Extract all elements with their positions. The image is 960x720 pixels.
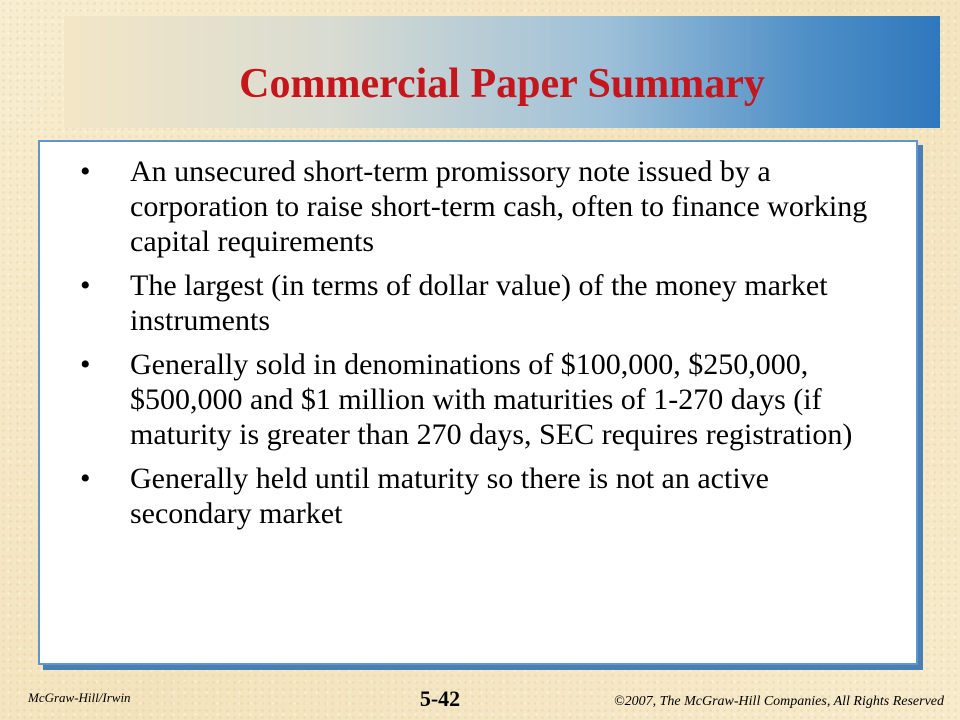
bullet-item [80,154,888,259]
bullet-icon: • [80,269,91,302]
page-number: 5-42 [419,686,461,711]
title-bar [64,16,940,128]
bullet-text: The largest (in terms of dollar value) of the money market instruments [130,269,828,337]
bullet-text: An unsecured short-term promissory note issued by a corporation to raise short-term cash, often to finance working capital requirements [130,155,868,258]
bullet-icon: • [80,155,91,188]
bullet-text: Generally held until maturity so there is not an active secondary market [130,462,769,530]
publisher-label: McGraw-Hill/Irwin [28,690,131,705]
bullet-text: Generally sold in denominations of $100,000, $250,000, $500,000 and $1 million with maturities of 1-270 days (if maturity is greater than 270 days, SEC requires registration) [130,348,853,451]
slide-title: Commercial Paper Summary [239,61,765,107]
bullet-list [80,154,888,531]
bullet-item [80,461,888,531]
bullet-icon: • [80,462,91,495]
content-box [38,140,918,665]
bullet-item [80,347,888,452]
bullet-item [80,268,888,338]
bullet-icon: • [80,348,91,381]
copyright-notice: ©2007, The McGraw-Hill Companies, All Rights Reserved [613,694,944,709]
